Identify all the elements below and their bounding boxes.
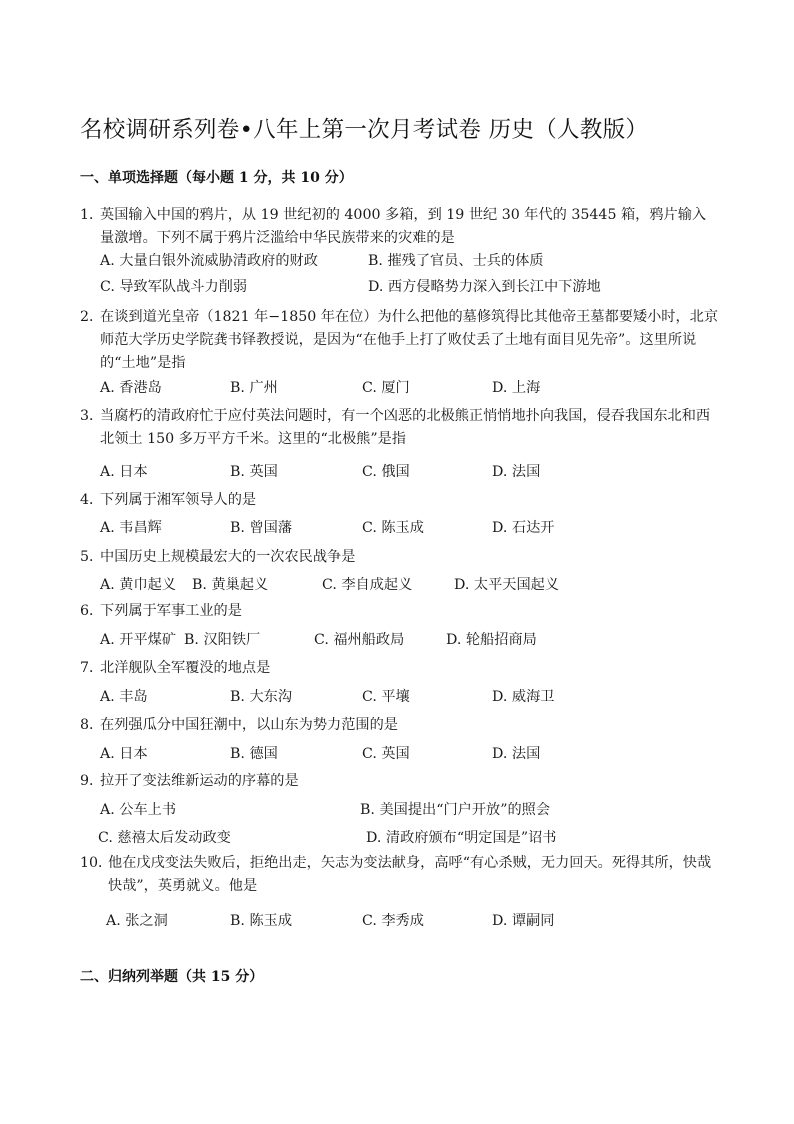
option-c[interactable]: C. 慈禧太后发动政变	[98, 830, 231, 846]
option-c[interactable]: C. 俄国	[362, 464, 410, 480]
question-number: 8．	[80, 717, 104, 733]
options	[80, 743, 780, 766]
option-b[interactable]: B. 德国	[230, 746, 278, 762]
question-4	[80, 489, 720, 536]
option-a[interactable]: A. 韦昌辉	[100, 520, 162, 536]
question-number: 4．	[80, 492, 104, 508]
option-b[interactable]: B. 英国	[230, 464, 278, 480]
option-c[interactable]: C. 福州船政局	[314, 632, 405, 648]
options	[80, 574, 780, 597]
option-a[interactable]: A. 开平煤矿	[100, 632, 177, 648]
section-heading-single-choice: 一、单项选择题（每小题 1 分，共 10 分）	[80, 170, 353, 186]
question-number: 1．	[80, 207, 104, 223]
option-a[interactable]: A. 日本	[100, 464, 148, 480]
options	[80, 910, 780, 956]
option-d[interactable]: D. 谭嗣同	[492, 913, 555, 929]
question-number: 2．	[80, 309, 104, 325]
options	[80, 686, 780, 709]
option-d[interactable]: D. 太平天国起义	[454, 577, 560, 593]
question-stem: 在谈到道光皇帝（1821 年−1850 年在位）为什么把他的墓修筑得比其他帝王墓都要矮小时，北京师范大学历史学院龚书铎教授说，是因为“在他手上打了败仗丢了土地有面目见先帝”。这里所说的“土地”是指	[100, 309, 719, 371]
option-b[interactable]: B. 摧残了官员、士兵的体质	[368, 253, 544, 269]
section-heading-summary: 二、归纳列举题（共 15 分）	[80, 969, 264, 985]
option-a[interactable]: A. 黄巾起义	[100, 577, 177, 593]
option-a[interactable]: A. 丰岛	[100, 689, 148, 705]
question-7	[80, 657, 720, 705]
question-stem: 北洋舰队全军覆没的地点是	[100, 660, 271, 676]
option-b[interactable]: B. 广州	[230, 380, 278, 396]
option-d[interactable]: D. 轮船招商局	[446, 632, 537, 648]
option-c[interactable]: C. 英国	[362, 746, 410, 762]
option-d[interactable]: D. 法国	[492, 746, 541, 762]
option-d[interactable]: D. 法国	[492, 464, 541, 480]
option-b[interactable]: B. 美国提出“门户开放”的照会	[360, 802, 551, 818]
option-c[interactable]: C. 李自成起义	[322, 577, 413, 593]
question-stem: 他在戊戌变法失败后，拒绝出走，矢志为变法献身，高呼“有心杀贼，无力回天。死得其所，快哉快哉”，英勇就义。他是	[108, 855, 712, 894]
question-number: 9．	[80, 773, 104, 789]
option-c[interactable]: C. 李秀成	[362, 913, 424, 929]
question-number: 3．	[80, 408, 104, 424]
option-b[interactable]: B. 汉阳铁厂	[184, 632, 261, 648]
question-stem: 英国输入中国的鸦片，从 19 世纪初的 4000 多箱，到 19 世纪 30 年代的 35445 箱，鸦片输入量激增。下列不属于鸦片泛滥给中华民族带来的灾难的是	[100, 207, 707, 246]
option-a[interactable]: A. 香港岛	[100, 380, 162, 396]
option-c[interactable]: C. 平壤	[362, 689, 410, 705]
options	[80, 799, 780, 846]
question-stem: 下列属于军事工业的是	[100, 603, 242, 619]
option-d[interactable]: D. 石达开	[492, 520, 555, 536]
question-9	[80, 770, 720, 846]
question-number: 6．	[80, 603, 104, 619]
question-number: 7．	[80, 660, 104, 676]
question-stem: 下列属于湘军领导人的是	[100, 492, 257, 508]
question-stem: 在列强瓜分中国狂潮中，以山东为势力范围的是	[100, 717, 398, 733]
option-b[interactable]: B. 陈玉成	[230, 913, 293, 929]
page-title: 名校调研系列卷•八年上第一次月考试卷 历史（人教版）	[80, 117, 649, 143]
question-stem: 中国历史上规模最宏大的一次农民战争是	[100, 549, 356, 565]
option-b[interactable]: B. 大东沟	[230, 689, 293, 705]
question-stem: 当腐朽的清政府忙于应付英法问题时，有一个凶恶的北极熊正悄悄地扑向我国，侵吞我国东北和西北领土 150 多万平方千米。这里的“北极熊”是指	[100, 408, 711, 447]
option-d[interactable]: D. 西方侵略势力深入到长江中下游地	[368, 279, 601, 295]
question-10	[80, 852, 720, 929]
option-a[interactable]: A. 大量白银外流威胁清政府的财政	[100, 253, 318, 269]
option-d[interactable]: D. 威海卫	[492, 689, 555, 705]
options	[80, 517, 780, 540]
question-6	[80, 600, 720, 648]
options	[80, 250, 780, 296]
option-b[interactable]: B. 曾国藩	[230, 520, 293, 536]
question-1	[80, 204, 720, 295]
option-d[interactable]: D. 清政府颁布“明定国是”诏书	[366, 830, 557, 846]
option-b[interactable]: B. 黄巢起义	[192, 577, 269, 593]
option-a[interactable]: A. 公车上书	[100, 802, 177, 818]
option-c[interactable]: C. 导致军队战斗力削弱	[100, 279, 248, 295]
option-c[interactable]: C. 陈玉成	[362, 520, 424, 536]
option-c[interactable]: C. 厦门	[362, 380, 410, 396]
question-8	[80, 714, 720, 762]
option-d[interactable]: D. 上海	[492, 380, 541, 396]
question-stem: 拉开了变法维新运动的序幕的是	[100, 773, 299, 789]
question-number: 10．	[80, 855, 113, 871]
question-3	[80, 405, 720, 480]
options	[80, 629, 780, 652]
question-5	[80, 546, 720, 593]
option-a[interactable]: A. 张之洞	[106, 913, 168, 929]
question-number: 5．	[80, 549, 104, 565]
option-a[interactable]: A. 日本	[100, 746, 148, 762]
question-2	[80, 306, 720, 396]
